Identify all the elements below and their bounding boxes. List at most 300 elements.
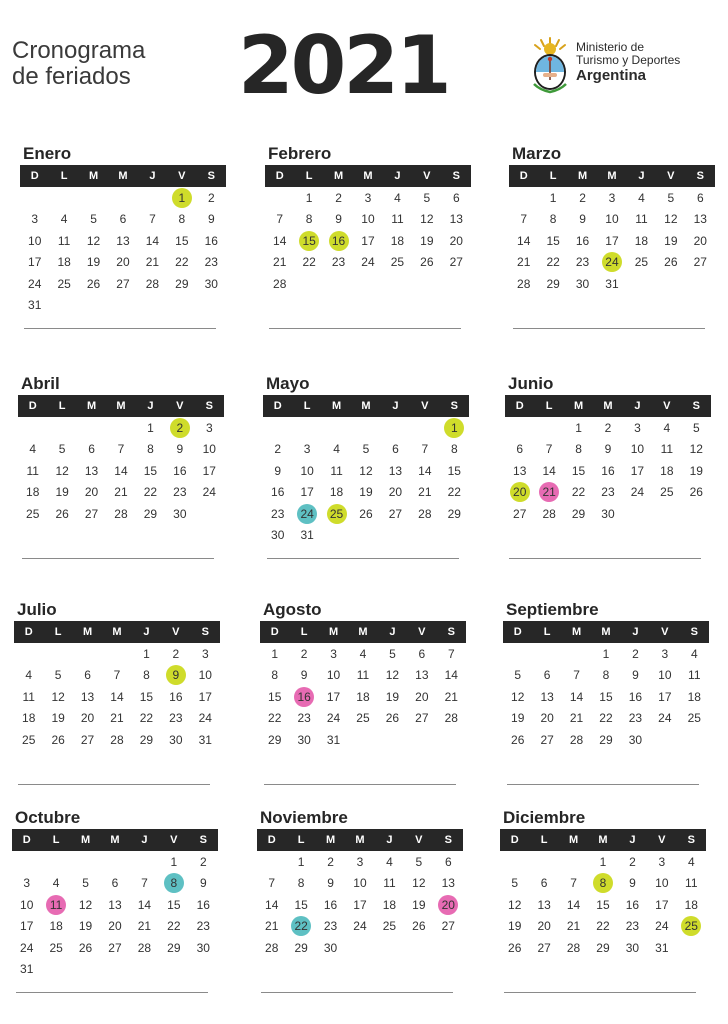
day-cell <box>534 503 563 525</box>
day-number: 26 <box>511 732 525 747</box>
day-cell <box>686 230 715 252</box>
day-cell <box>316 937 345 959</box>
day-cell <box>621 643 650 665</box>
weekday-label: V <box>415 834 423 846</box>
holiday-teal-marker: 22 <box>291 916 311 936</box>
day-cell <box>564 482 593 504</box>
day-cell <box>434 894 463 916</box>
empty-day-cell <box>559 851 588 873</box>
day-cell <box>18 460 47 482</box>
weekday-label: D <box>22 834 31 846</box>
day-number: 29 <box>175 276 189 291</box>
weekday-header <box>260 621 466 643</box>
day-cell <box>437 665 466 687</box>
day-number: 14 <box>145 233 160 248</box>
day-cell <box>529 937 558 959</box>
day-cell <box>12 873 41 895</box>
month-septiembre <box>503 599 709 751</box>
weekday-header <box>503 621 709 643</box>
day-cell <box>647 894 676 916</box>
day-number: 9 <box>176 442 184 457</box>
day-number: 10 <box>605 212 619 227</box>
day-number: 7 <box>276 212 284 227</box>
day-number: 17 <box>202 463 216 478</box>
day-number: 3 <box>205 420 213 435</box>
day-cell <box>503 686 532 708</box>
day-number: 16 <box>204 233 218 248</box>
day-number: 31 <box>300 528 314 543</box>
day-number: 8 <box>575 442 582 457</box>
weekday-label: J <box>629 834 636 846</box>
day-cell <box>191 708 220 730</box>
day-cell <box>41 916 70 938</box>
day-number: 3 <box>661 646 669 661</box>
day-cell <box>130 873 159 895</box>
day-number: 16 <box>169 689 183 704</box>
day-number: 6 <box>84 668 91 683</box>
day-cell <box>345 894 374 916</box>
weekday-label: D <box>30 170 39 182</box>
day-cell <box>686 252 715 274</box>
day-cell <box>130 894 159 916</box>
day-number: 7 <box>570 876 577 891</box>
day-cell <box>652 439 681 461</box>
day-number: 14 <box>542 463 556 478</box>
day-cell <box>345 916 374 938</box>
day-cell <box>319 643 348 665</box>
day-cell <box>656 209 685 231</box>
day-cell <box>195 482 224 504</box>
day-number: 15 <box>143 463 158 478</box>
month-title: Noviembre <box>260 808 348 827</box>
day-number: 25 <box>49 940 63 955</box>
day-cell <box>138 230 167 252</box>
day-number: 25 <box>22 732 36 747</box>
day-cell <box>43 729 72 751</box>
day-cell <box>294 252 323 274</box>
day-number: 30 <box>271 528 285 543</box>
weekday-label: M <box>88 170 99 182</box>
day-number: 24 <box>198 711 212 726</box>
day-grid <box>260 643 466 751</box>
day-cell <box>588 937 617 959</box>
day-number: 22 <box>167 919 181 934</box>
day-cell <box>159 916 188 938</box>
day-number: 16 <box>196 897 210 912</box>
day-number: 2 <box>274 442 282 457</box>
weekday-label: J <box>147 400 154 412</box>
weekday-label: D <box>270 626 279 638</box>
day-number: 6 <box>444 854 452 869</box>
month-separator <box>16 992 208 993</box>
day-number: 21 <box>273 255 287 270</box>
day-number: 2 <box>199 854 207 869</box>
day-cell <box>538 252 567 274</box>
day-number: 30 <box>628 732 643 747</box>
day-cell <box>532 708 561 730</box>
day-number: 6 <box>111 876 119 891</box>
day-number: 13 <box>540 689 554 704</box>
empty-day-cell <box>73 643 102 665</box>
day-cell <box>538 273 567 295</box>
weekday-label: M <box>333 170 344 182</box>
month-separator <box>261 992 453 993</box>
day-cell <box>529 894 558 916</box>
day-number: 3 <box>303 442 311 457</box>
day-number: 1 <box>602 646 610 661</box>
day-number: 29 <box>546 276 560 291</box>
day-cell <box>381 460 410 482</box>
day-number: 7 <box>117 442 125 457</box>
day-cell <box>621 686 650 708</box>
day-cell <box>41 873 70 895</box>
day-cell <box>14 729 43 751</box>
holiday-pink-marker: 11 <box>46 895 66 915</box>
day-cell <box>138 273 167 295</box>
day-cell <box>591 729 620 751</box>
month-separator <box>267 558 459 559</box>
day-number: 23 <box>204 255 218 270</box>
day-number: 6 <box>418 646 426 661</box>
day-number: 16 <box>271 485 285 500</box>
day-number: 10 <box>202 442 216 457</box>
day-number: 11 <box>635 212 648 227</box>
holiday-green-marker: 25 <box>327 504 347 524</box>
day-cell <box>108 230 137 252</box>
weekday-label: L <box>303 400 311 412</box>
day-grid <box>265 187 471 295</box>
weekday-header <box>18 395 224 417</box>
day-cell <box>383 187 412 209</box>
day-cell <box>410 482 439 504</box>
weekday-label: D <box>267 834 276 846</box>
day-number: 2 <box>604 420 612 435</box>
day-number: 27 <box>537 940 551 955</box>
empty-day-cell <box>505 417 534 439</box>
weekday-label: D <box>28 400 37 412</box>
day-cell <box>73 729 102 751</box>
weekday-header <box>257 829 463 851</box>
day-cell <box>412 209 441 231</box>
day-number: 15 <box>268 689 282 704</box>
day-cell <box>130 916 159 938</box>
day-cell <box>568 230 597 252</box>
day-cell <box>562 665 591 687</box>
ministry-line-1: Ministerio de <box>576 40 645 54</box>
day-cell <box>652 417 681 439</box>
day-cell <box>292 482 321 504</box>
day-cell <box>375 873 404 895</box>
day-number: 12 <box>86 233 101 248</box>
holiday-green-marker: 1 <box>172 188 192 208</box>
day-cell <box>257 894 286 916</box>
day-cell <box>189 873 218 895</box>
holiday-green-marker: 8 <box>593 873 613 893</box>
day-number: 6 <box>516 442 524 457</box>
day-number: 28 <box>145 276 160 291</box>
day-number: 21 <box>418 485 432 500</box>
day-cell <box>167 209 196 231</box>
weekday-label: L <box>549 170 557 182</box>
day-number: 24 <box>28 276 42 291</box>
day-cell <box>559 873 588 895</box>
day-number: 7 <box>447 646 455 661</box>
day-cell <box>14 708 43 730</box>
day-number: 28 <box>517 276 531 291</box>
day-number: 3 <box>23 876 31 891</box>
day-number: 17 <box>605 233 619 248</box>
day-cell <box>597 230 626 252</box>
day-number: 13 <box>108 897 122 912</box>
day-number: 21 <box>110 711 124 726</box>
empty-day-cell <box>108 187 137 209</box>
day-cell <box>353 187 382 209</box>
day-cell <box>263 439 292 461</box>
day-cell <box>260 708 289 730</box>
day-number: 11 <box>383 876 396 891</box>
weekday-label: J <box>386 834 393 846</box>
day-number: 20 <box>108 919 122 934</box>
day-number: 5 <box>692 420 700 435</box>
empty-day-cell <box>79 187 108 209</box>
day-cell <box>165 439 194 461</box>
day-cell <box>591 708 620 730</box>
weekday-label: M <box>331 400 342 412</box>
day-cell <box>161 686 190 708</box>
day-cell <box>534 439 563 461</box>
day-cell <box>503 665 532 687</box>
weekday-label: L <box>297 834 305 846</box>
day-number: 12 <box>385 668 400 683</box>
day-number: 17 <box>353 897 367 912</box>
day-number: 25 <box>660 485 674 500</box>
day-cell <box>49 209 78 231</box>
day-number: 14 <box>265 897 279 912</box>
weekday-header <box>12 829 218 851</box>
empty-day-cell <box>14 643 43 665</box>
day-cell <box>132 686 161 708</box>
day-number: 8 <box>305 212 313 227</box>
weekday-label: J <box>632 626 639 638</box>
day-number: 9 <box>327 876 334 891</box>
day-cell <box>324 187 353 209</box>
day-cell <box>351 482 380 504</box>
day-number: 8 <box>143 668 150 683</box>
day-cell <box>49 252 78 274</box>
day-grid <box>509 187 715 295</box>
empty-day-cell <box>18 417 47 439</box>
day-cell <box>621 665 650 687</box>
day-cell <box>136 482 165 504</box>
day-cell <box>108 209 137 231</box>
day-number: 26 <box>689 485 703 500</box>
day-cell <box>559 937 588 959</box>
day-number: 7 <box>268 876 276 891</box>
weekday-label: V <box>170 834 178 846</box>
day-number: 28 <box>569 732 584 747</box>
day-cell <box>568 252 597 274</box>
day-cell <box>627 187 656 209</box>
month-separator <box>264 784 456 785</box>
day-cell <box>161 729 190 751</box>
weekday-label: S <box>452 170 460 182</box>
holiday-green-marker: 1 <box>444 418 464 438</box>
day-number: 25 <box>356 711 370 726</box>
day-number: 3 <box>330 646 337 661</box>
day-number: 14 <box>418 463 432 478</box>
day-cell <box>159 851 188 873</box>
day-number: 23 <box>271 506 285 521</box>
day-number: 23 <box>331 255 346 270</box>
day-number: 18 <box>49 919 63 934</box>
day-number: 11 <box>330 463 343 478</box>
day-number: 10 <box>658 668 672 683</box>
day-cell <box>593 460 622 482</box>
day-number: 19 <box>51 711 65 726</box>
day-number: 4 <box>638 190 645 205</box>
day-cell <box>14 686 43 708</box>
day-number: 30 <box>173 506 187 521</box>
day-cell <box>650 665 679 687</box>
day-cell <box>189 937 218 959</box>
day-cell <box>534 482 563 504</box>
day-number: 23 <box>601 485 615 500</box>
month-diciembre <box>500 807 706 959</box>
day-cell <box>348 665 377 687</box>
day-number: 28 <box>137 940 152 955</box>
day-cell <box>381 439 410 461</box>
day-cell <box>562 708 591 730</box>
empty-day-cell <box>71 851 100 873</box>
day-number: 14 <box>444 668 458 683</box>
month-mayo <box>263 373 469 546</box>
day-grid <box>257 851 463 959</box>
day-number: 26 <box>86 276 101 291</box>
day-number: 13 <box>537 897 551 912</box>
month-title: Marzo <box>512 144 562 163</box>
day-number: 16 <box>625 897 640 912</box>
day-cell <box>503 708 532 730</box>
weekday-label: M <box>325 834 336 846</box>
day-cell <box>434 916 463 938</box>
day-cell <box>49 273 78 295</box>
day-number: 20 <box>693 233 707 248</box>
day-number: 22 <box>143 485 158 500</box>
month-title: Enero <box>23 144 72 163</box>
day-number: 28 <box>110 732 124 747</box>
day-cell <box>686 209 715 231</box>
holiday-pink-marker: 16 <box>294 687 314 707</box>
day-number: 19 <box>511 711 525 726</box>
day-cell <box>404 916 433 938</box>
day-number: 7 <box>573 668 580 683</box>
day-number: 2 <box>327 854 334 869</box>
day-number: 14 <box>110 689 124 704</box>
day-cell <box>564 439 593 461</box>
day-cell <box>437 686 466 708</box>
day-cell <box>407 643 436 665</box>
day-cell <box>680 686 709 708</box>
day-cell <box>564 503 593 525</box>
day-number: 18 <box>390 233 405 248</box>
day-cell <box>100 916 129 938</box>
day-number: 23 <box>575 255 590 270</box>
day-cell <box>404 851 433 873</box>
month-octubre <box>12 807 218 980</box>
day-cell <box>138 209 167 231</box>
day-number: 14 <box>569 689 584 704</box>
weekday-label: S <box>444 834 452 846</box>
weekday-label: J <box>149 170 156 182</box>
weekday-label: V <box>172 626 180 638</box>
day-number: 5 <box>82 876 89 891</box>
weekday-header <box>505 395 711 417</box>
day-number: 15 <box>599 689 613 704</box>
month-title: Abril <box>21 374 60 393</box>
day-cell <box>294 209 323 231</box>
day-number: 12 <box>78 897 93 912</box>
day-cell <box>260 665 289 687</box>
day-cell <box>618 873 647 895</box>
weekday-label: V <box>423 170 431 182</box>
day-number: 24 <box>655 919 669 934</box>
day-number: 28 <box>265 940 279 955</box>
day-number: 21 <box>569 711 584 726</box>
day-number: 12 <box>359 463 373 478</box>
day-number: 24 <box>326 711 341 726</box>
day-number: 10 <box>28 233 42 248</box>
day-number: 19 <box>420 233 434 248</box>
day-cell <box>167 230 196 252</box>
day-cell <box>381 503 410 525</box>
day-cell <box>652 482 681 504</box>
day-number: 27 <box>415 711 429 726</box>
empty-day-cell <box>106 417 135 439</box>
weekday-label: M <box>568 834 579 846</box>
day-number: 9 <box>207 212 215 227</box>
day-number: 14 <box>517 233 531 248</box>
day-cell <box>79 252 108 274</box>
empty-day-cell <box>263 417 292 439</box>
day-cell <box>286 916 315 938</box>
day-number: 24 <box>630 485 645 500</box>
day-number: 17 <box>630 463 645 478</box>
day-number: 19 <box>664 233 678 248</box>
day-number: 20 <box>116 255 130 270</box>
day-number: 5 <box>423 190 431 205</box>
day-cell <box>532 686 561 708</box>
title-line-2: de feriados <box>12 63 131 90</box>
weekday-label: V <box>421 400 429 412</box>
day-cell <box>265 209 294 231</box>
day-number: 1 <box>271 646 279 661</box>
day-cell <box>647 916 676 938</box>
day-cell <box>165 503 194 525</box>
day-cell <box>375 916 404 938</box>
day-number: 28 <box>542 506 556 521</box>
weekday-label: M <box>601 626 611 638</box>
day-cell <box>588 873 617 895</box>
weekday-header <box>20 165 226 187</box>
day-number: 13 <box>449 212 463 227</box>
empty-day-cell <box>47 417 76 439</box>
day-cell <box>197 230 226 252</box>
day-number: 21 <box>137 919 152 934</box>
day-number: 15 <box>571 463 586 478</box>
day-cell <box>621 708 650 730</box>
day-number: 3 <box>634 420 641 435</box>
day-cell <box>319 665 348 687</box>
